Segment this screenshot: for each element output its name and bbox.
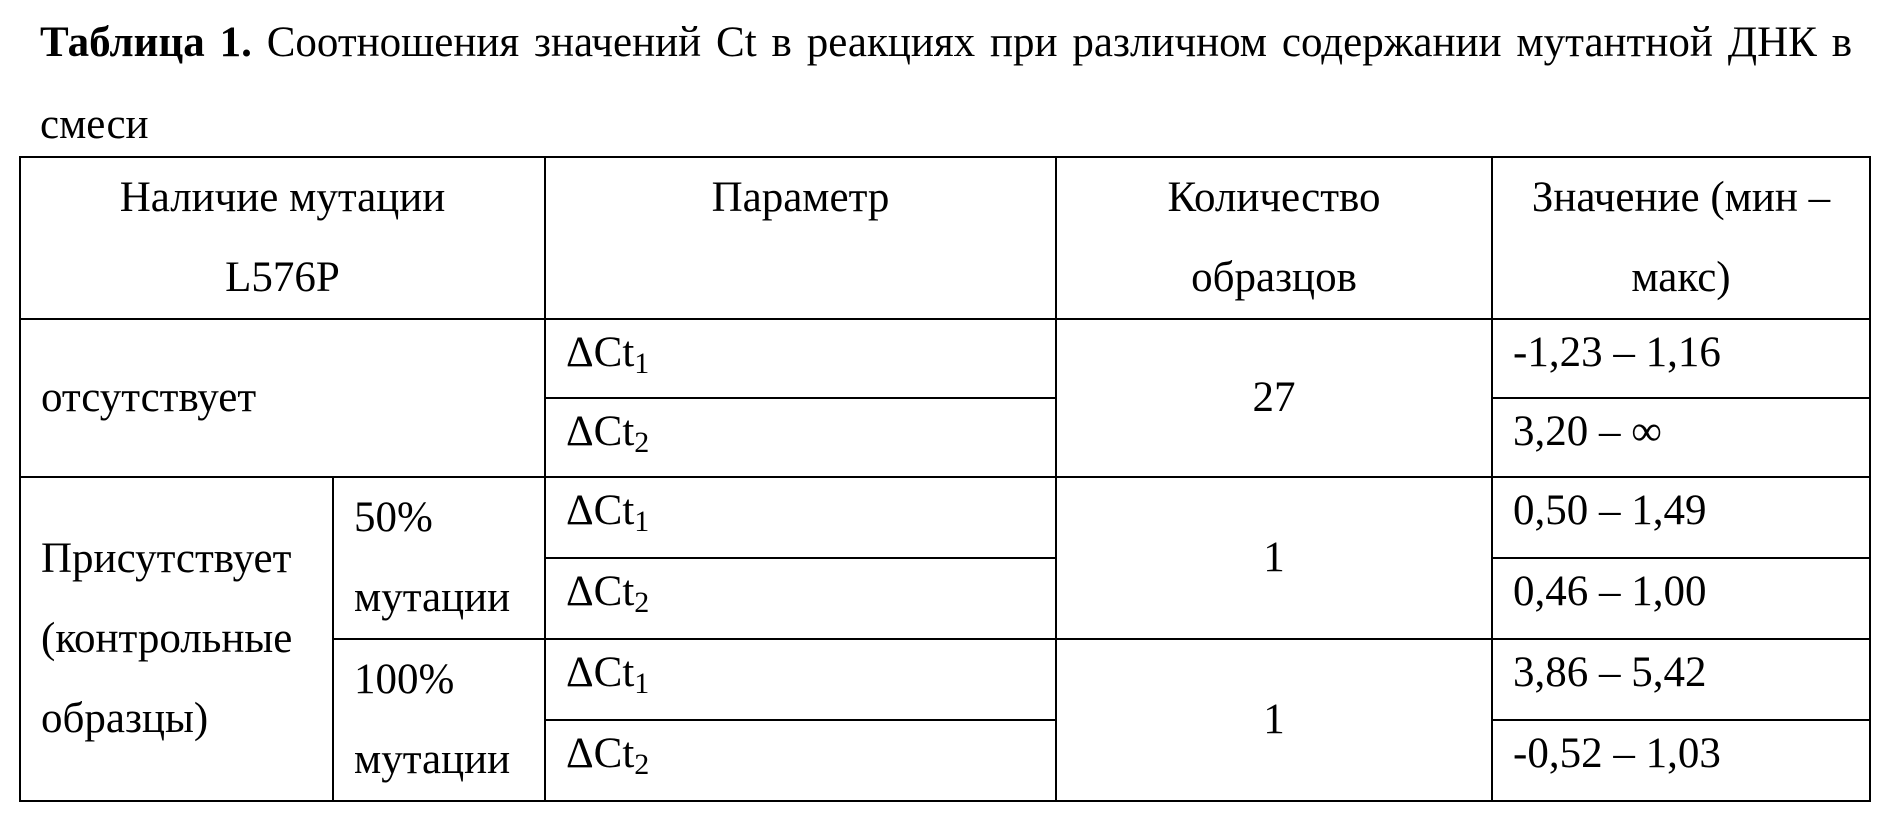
param-subscript: 2 xyxy=(634,586,650,619)
param-cell xyxy=(545,319,1056,398)
table-row xyxy=(20,319,1870,398)
absent-label: отсутствует xyxy=(20,319,545,477)
param-cell xyxy=(545,398,1056,477)
caption-label: Таблица 1. xyxy=(40,19,252,66)
pct-value: 100% xyxy=(354,656,455,703)
ct-ratio-table xyxy=(19,156,1871,802)
param-cell xyxy=(545,477,1056,558)
value-cell: 3,20 – ∞ xyxy=(1492,398,1870,477)
header-value xyxy=(1492,157,1870,319)
param-subscript: 2 xyxy=(634,748,650,781)
present-label-line1: Присутствует xyxy=(41,535,292,582)
value-cell: -0,52 – 1,03 xyxy=(1492,720,1870,801)
pct-value: 50% xyxy=(354,494,433,541)
table-caption xyxy=(40,2,1852,166)
pct-cell-50 xyxy=(333,477,545,639)
param-subscript: 1 xyxy=(634,667,650,700)
pct-cell-100 xyxy=(333,639,545,801)
header-mutation-line2: L576P xyxy=(225,254,340,301)
count-cell: 27 xyxy=(1056,319,1492,477)
param-cell xyxy=(545,639,1056,720)
header-count-line1: Количество xyxy=(1167,174,1381,221)
header-parameter xyxy=(545,157,1056,319)
header-mutation xyxy=(20,157,545,319)
param-cell xyxy=(545,558,1056,639)
count-cell: 1 xyxy=(1056,477,1492,639)
param-base: ΔCt xyxy=(566,408,635,455)
pct-word: мутации xyxy=(354,736,511,783)
value-cell: 3,86 – 5,42 xyxy=(1492,639,1870,720)
param-base: ΔCt xyxy=(566,568,635,615)
param-subscript: 2 xyxy=(634,426,650,459)
param-base: ΔCt xyxy=(566,487,635,534)
value-cell: 0,50 – 1,49 xyxy=(1492,477,1870,558)
header-row xyxy=(20,157,1870,319)
pct-word: мутации xyxy=(354,574,511,621)
value-cell: -1,23 – 1,16 xyxy=(1492,319,1870,398)
param-base: ΔCt xyxy=(566,649,635,696)
present-label-line3: образцы) xyxy=(41,695,209,742)
present-label-line2: (контрольные xyxy=(41,615,293,662)
param-cell xyxy=(545,720,1056,801)
count-cell: 1 xyxy=(1056,639,1492,801)
header-parameter-text: Параметр xyxy=(711,174,890,221)
caption-text: Соотношения значений Ct в реакциях при различном содержании мутантной ДНК в смеси xyxy=(40,19,1853,148)
param-subscript: 1 xyxy=(634,505,650,538)
header-count-line2: образцов xyxy=(1191,254,1357,301)
header-count xyxy=(1056,157,1492,319)
value-cell: 0,46 – 1,00 xyxy=(1492,558,1870,639)
present-label xyxy=(20,477,333,801)
table-row xyxy=(20,477,1870,558)
param-base: ΔCt xyxy=(566,329,635,376)
param-subscript: 1 xyxy=(634,347,650,380)
header-value-line1: Значение (мин – xyxy=(1531,174,1831,221)
param-base: ΔCt xyxy=(566,730,635,777)
header-value-line2: макс) xyxy=(1631,254,1731,301)
header-mutation-line1: Наличие мутации xyxy=(119,174,446,221)
